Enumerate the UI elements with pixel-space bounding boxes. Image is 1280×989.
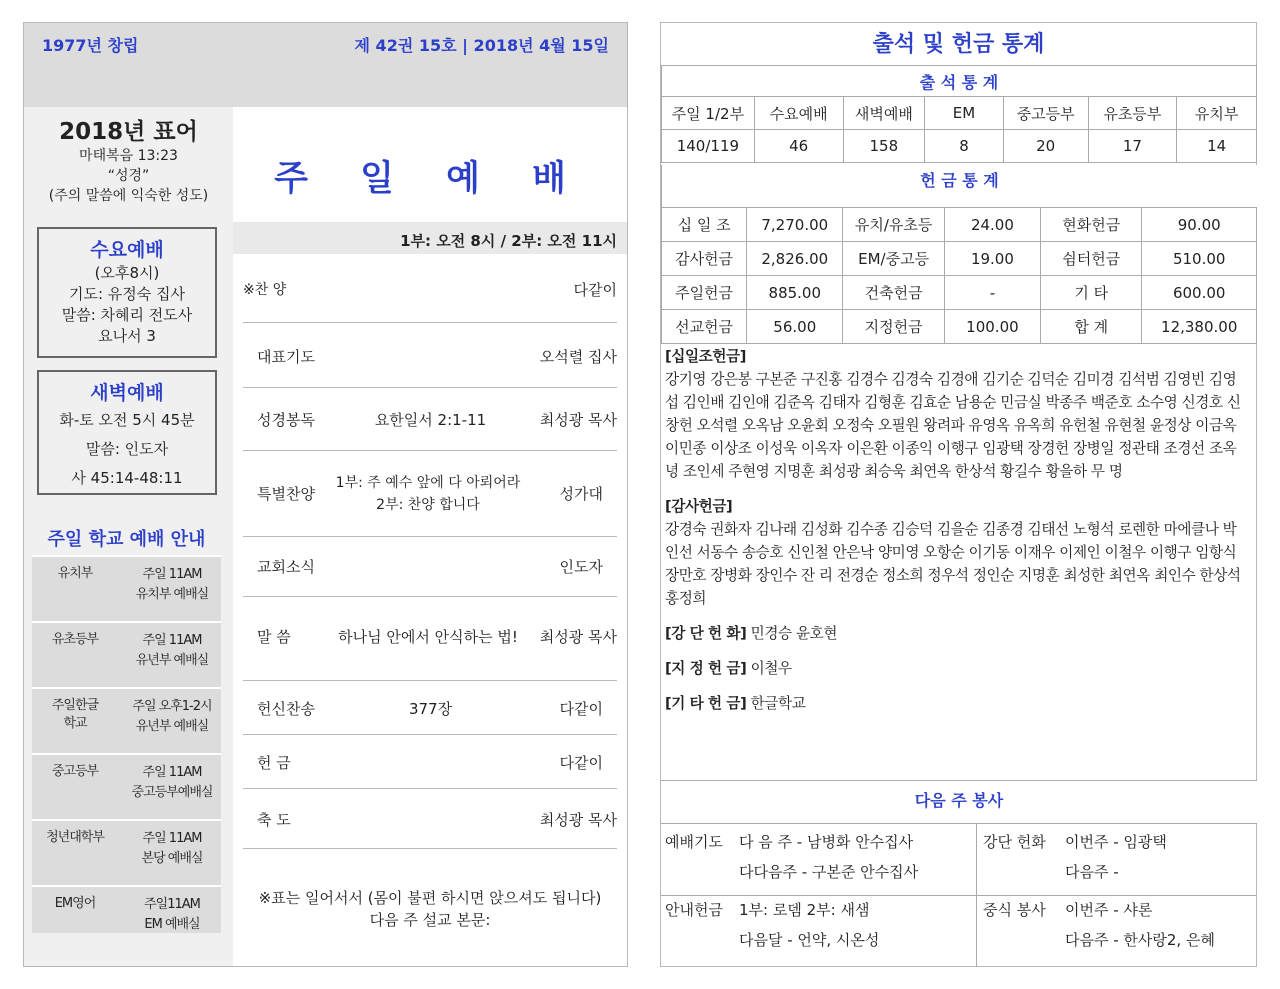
flower-names: 민경승 윤호현 (750, 625, 838, 642)
service-times-bar (233, 222, 627, 254)
offering-amount: 7,270.00 (747, 208, 843, 242)
prayer-after: 다다음주 - 구본준 안수집사 (739, 863, 919, 881)
dept-time: 주일 11AM (142, 765, 202, 780)
wednesday-prayer: 기도: 유정숙 집사 (68, 285, 186, 303)
usher-label: 안내헌금 (665, 901, 723, 919)
attendance-value: 46 (754, 130, 843, 163)
wednesday-text: 요나서 3 (98, 327, 156, 345)
tithe-label: [십일조헌금] (665, 348, 747, 365)
table-row (662, 208, 1257, 242)
list-item (32, 555, 221, 621)
offering-label: 주일헌금 (662, 276, 747, 310)
flower-duty-next: 다음주 - (1065, 863, 1119, 881)
offering-label: 선교헌금 (662, 310, 747, 344)
thanks-names: 강경숙 권화자 김나래 김성화 김수종 김승덕 김을순 김종경 김태선 노형석 로렌한 마에클나 박인선 서동수 송승호 신인철 안은낙 양미영 오항순 이기동 이재우 이제인 이철우 이행구 임항식 장만호 장병화 장인수 잔 리 전경순 정소희 정우석 정인순 지명훈 최성한 최연옥 최인수 한상석 홍정희 (665, 521, 1241, 607)
stats-title: 출석 및 헌금 통계 (872, 32, 1045, 57)
dept-place: 유치부 예배실 (135, 587, 209, 602)
next-sermon-label: 다음 주 설교 본문: (369, 911, 491, 929)
offering-title: 헌 금 통 계 (661, 165, 1257, 207)
sunday-school-title: 주일 학교 예배 안내 (47, 529, 206, 550)
issue-date: 제 42권 15호 | 2018년 4월 15일 (354, 36, 609, 55)
offering-label: 십 일 조 (662, 208, 747, 242)
table-row (662, 242, 1257, 276)
dept-time: 주일 11AM (142, 831, 202, 846)
donor-names (665, 345, 1247, 727)
attendance-value: 17 (1088, 130, 1177, 163)
service-times: 1부: 오전 8시 / 2부: 오전 11시 (400, 232, 617, 250)
attendance-value: 140/119 (662, 130, 755, 163)
order-content-line2: 2부: 찬양 합니다 (376, 497, 480, 513)
attendance-title: 출 석 통 계 (662, 66, 1257, 97)
offering-label: 감사헌금 (662, 242, 747, 276)
usher-this: 1부: 로뎀 2부: 새샘 (739, 901, 870, 919)
prayer-next: 다 음 주 - 남병화 안수집사 (739, 833, 914, 851)
order-row (243, 536, 617, 597)
attendance-header: 중고등부 (1003, 97, 1088, 130)
other-names: 한글학교 (750, 695, 806, 712)
motto-ref: 마태복음 13:23 (79, 148, 178, 164)
dept-place: 유년부 예배실 (135, 653, 209, 668)
offering-amount: 19.00 (944, 242, 1040, 276)
offering-amount: 600.00 (1142, 276, 1257, 310)
order-content: 1부: 주 예수 앞에 다 아뢰어라 (335, 475, 521, 491)
order-content: 요한일서 2:1-11 (374, 411, 487, 429)
dawn-service-box (37, 370, 217, 495)
dept-name: 유치부 (57, 566, 93, 581)
dept-time: 주일 11AM (142, 633, 202, 648)
bulletin-back-page (660, 22, 1257, 967)
order-row (243, 387, 617, 451)
attendance-header: 유초등부 (1088, 97, 1177, 130)
wednesday-title: 수요예배 (90, 239, 164, 261)
wednesday-service-box (37, 227, 217, 358)
dawn-time: 화-토 오전 5시 45분 (59, 411, 195, 429)
attendance-header: 수요예배 (754, 97, 843, 130)
motto-title: 2018년 표어 (59, 119, 198, 145)
meal-this: 이번주 - 샤론 (1065, 901, 1153, 919)
order-row (243, 788, 617, 849)
dept-name: 중고등부 (51, 764, 99, 779)
attendance-header: EM (925, 97, 1004, 130)
order-content: 하나님 안에서 안식하는 법! (338, 628, 518, 646)
next-service-title: 다음 주 봉사 (661, 781, 1257, 824)
masthead (24, 23, 627, 107)
offering-amount: 2,826.00 (747, 242, 843, 276)
order-item: 성경봉독 (257, 411, 315, 429)
prayer-label: 예배기도 (665, 833, 723, 851)
order-row (243, 322, 617, 388)
offering-amount: - (944, 276, 1040, 310)
order-item: ※찬 양 (243, 282, 287, 298)
next-week-service (661, 780, 1257, 949)
designated-names: 이철우 (750, 660, 792, 677)
worship-order-panel (233, 107, 627, 966)
dept-time: 주일 오후1-2시 (132, 699, 212, 714)
dawn-sermon: 말씀: 인도자 (85, 440, 169, 458)
service-note (233, 887, 627, 931)
order-leader: 최성광 목사 (539, 411, 617, 429)
service-title: 주 일 예 배 (274, 159, 586, 199)
wednesday-time: (오후8시) (94, 264, 160, 282)
order-item: 특별찬양 (257, 485, 315, 503)
dept-time: 주일11AM (144, 897, 200, 912)
list-item (32, 885, 221, 933)
sidebar (24, 107, 233, 966)
list-item (32, 687, 221, 753)
offering-amount: 24.00 (944, 208, 1040, 242)
tithe-names: 강기영 강은봉 구본준 구진홍 김경수 김경숙 김경애 김기순 김덕순 김미경 김석범 김영빈 김영섭 김인배 김인애 김준옥 김태자 김형훈 김효순 남용순 민금실 박종주 백준호 소수영 신경호 신창헌 오석렬 오옥남 오윤회 오정숙 오필원 왕려파 유영옥 유옥희 유헌철 유현철 윤정상 이금옥 이민종 이상조 이성욱 이옥자 이은환 이종익 이행구 임광택 장경헌 장병일 정관태 조경선 조옥녕 조인세 주현영 지명훈 최성광 최승욱 최연옥 한상석 황길수 황을하 무 명 (665, 371, 1241, 480)
dept-name: 청년대학부 (46, 830, 104, 845)
order-content: 377장 (408, 700, 453, 718)
dept-place: EM 예배실 (144, 917, 200, 932)
dept-name: 주일한글 (51, 698, 99, 713)
dept-name: EM영어 (54, 896, 96, 911)
dawn-text: 사 45:14-48:11 (71, 469, 183, 487)
offering-label: EM/중고등 (843, 242, 944, 276)
order-leader: 최성광 목사 (539, 628, 617, 646)
standing-note: ※표는 일어서서 (몸이 불편 하시면 앉으셔도 됩니다) (258, 889, 602, 907)
offering-label: 지정헌금 (843, 310, 944, 344)
dept-time: 주일 11AM (142, 567, 202, 582)
order-leader: 오석렬 집사 (539, 348, 617, 366)
dept-name: 유초등부 (51, 632, 99, 647)
attendance-value: 158 (843, 130, 925, 163)
thanks-label: [감사헌금] (665, 498, 733, 515)
sunday-school-guide (32, 525, 221, 933)
bulletin-front-page (23, 22, 628, 967)
order-row (243, 450, 617, 537)
motto-desc: (주의 말씀에 익숙한 성도) (48, 188, 209, 204)
dept-place: 유년부 예배실 (135, 719, 209, 734)
list-item (32, 753, 221, 819)
table-row (662, 130, 1257, 163)
order-leader: 다같이 (559, 754, 603, 772)
attendance-header: 새벽예배 (843, 97, 925, 130)
order-row (243, 734, 617, 789)
order-leader: 성가대 (559, 485, 603, 503)
flower-label: [강 단 헌 화] (665, 625, 747, 642)
dept-place: 중고등부예배실 (131, 785, 213, 800)
attendance-value: 20 (1003, 130, 1088, 163)
dept-place: 본당 예배실 (141, 851, 203, 866)
dept-name-line2: 학교 (63, 716, 87, 731)
order-leader: 다같이 (559, 700, 603, 718)
other-label: [기 타 헌 금] (665, 695, 747, 712)
order-item: 대표기도 (257, 348, 315, 366)
designated-label: [지 정 헌 금] (665, 660, 747, 677)
motto-quote: “성경” (107, 168, 150, 184)
offering-amount: 510.00 (1142, 242, 1257, 276)
motto-block (24, 107, 233, 206)
founded-label: 1977년 창립 (42, 36, 139, 55)
order-row (243, 596, 617, 681)
attendance-table (661, 65, 1257, 163)
order-row (243, 257, 617, 323)
offering-amount: 100.00 (944, 310, 1040, 344)
flower-duty-this: 이번주 - 임광택 (1065, 833, 1167, 851)
order-leader: 다같이 (573, 281, 617, 299)
offering-label: 기 타 (1041, 276, 1142, 310)
order-leader: 최성광 목사 (539, 811, 617, 829)
attendance-value: 14 (1177, 130, 1257, 163)
order-item: 교회소식 (257, 558, 315, 576)
meal-label: 중식 봉사 (983, 901, 1046, 919)
list-item (32, 621, 221, 687)
list-item (32, 819, 221, 885)
offering-label: 유치/유초등 (843, 208, 944, 242)
order-leader: 인도자 (559, 558, 603, 576)
offering-amount: 56.00 (747, 310, 843, 344)
table-row (662, 310, 1257, 344)
flower-duty-label: 강단 헌화 (983, 833, 1046, 851)
order-item: 축 도 (257, 811, 291, 829)
offering-label: 현화헌금 (1041, 208, 1142, 242)
usher-next: 다음달 - 언약, 시온성 (739, 931, 880, 949)
attendance-header: 주일 1/2부 (662, 97, 755, 130)
table-row (662, 276, 1257, 310)
attendance-value: 8 (925, 130, 1004, 163)
dawn-title: 새벽예배 (90, 382, 164, 404)
attendance-header: 유치부 (1177, 97, 1257, 130)
table-row (662, 97, 1257, 130)
meal-next: 다음주 - 한사랑2, 은혜 (1065, 931, 1215, 949)
offering-label: 합 계 (1041, 310, 1142, 344)
order-row (243, 680, 617, 735)
wednesday-sermon: 말씀: 차혜리 전도사 (61, 306, 193, 324)
offering-label: 건축헌금 (843, 276, 944, 310)
order-item: 헌신찬송 (257, 700, 315, 718)
offering-table (661, 207, 1257, 344)
offering-amount: 90.00 (1142, 208, 1257, 242)
offering-amount: 885.00 (747, 276, 843, 310)
order-item: 말 씀 (257, 628, 291, 646)
offering-amount: 12,380.00 (1142, 310, 1257, 344)
offering-label: 쉼터헌금 (1041, 242, 1142, 276)
order-item: 헌 금 (257, 754, 291, 772)
